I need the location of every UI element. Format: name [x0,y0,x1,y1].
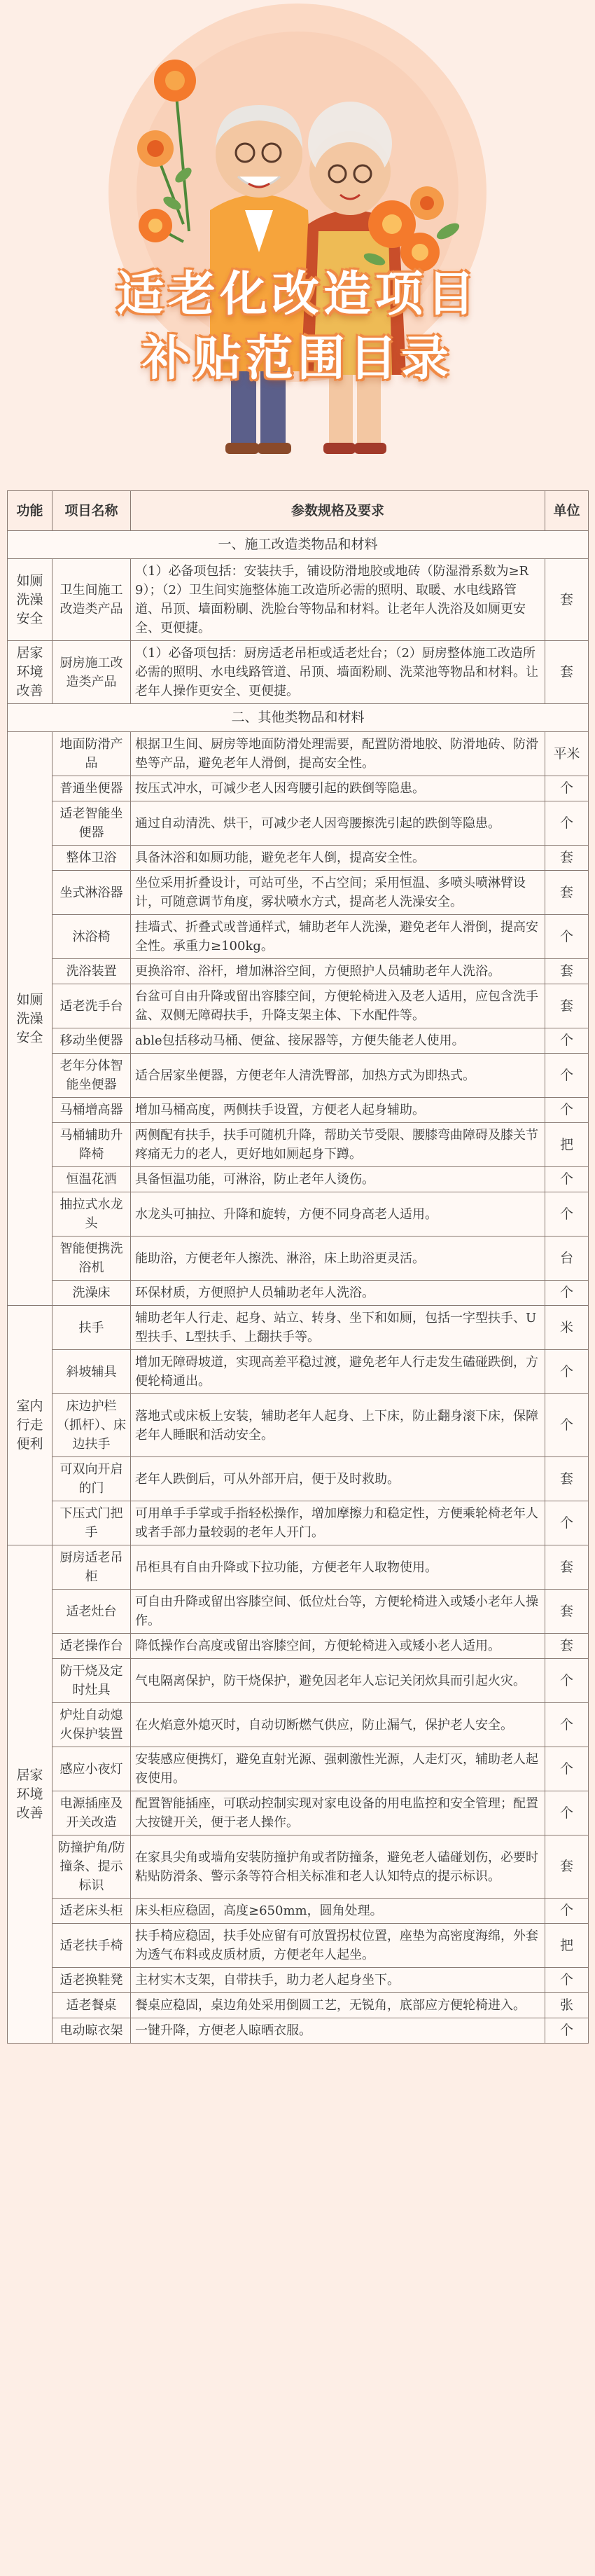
unit-cell: 个 [545,1501,589,1545]
unit-cell: 个 [545,915,589,959]
unit-cell: 个 [545,1028,589,1054]
item-name-cell: 厨房适老吊柜 [52,1545,131,1590]
section-row [8,704,589,732]
unit-cell: 个 [545,1167,589,1192]
table-row [8,1835,589,1899]
table-row [8,1747,589,1791]
spec-cell: （1）必备项包括：厨房适老吊柜或适老灶台；（2）厨房整体施工改造所必需的照明、水电线路管道、吊顶、墙面粉刷、洗菜池等物品和材料。让老年人操作更安全、更便捷。 [131,641,545,704]
item-name-cell: 电动晾衣架 [52,2018,131,2044]
table-row [8,732,589,776]
table-row [8,1123,589,1167]
spec-cell: 主材实木支架，自带扶手，助力老人起身坐下。 [131,1968,545,1993]
item-name-cell: 防撞护角/防撞条、提示标识 [52,1835,131,1899]
item-name-cell: 马桶辅助升降椅 [52,1123,131,1167]
spec-cell: able包括移动马桶、便盆、接尿器等，方便失能老人使用。 [131,1028,545,1054]
item-name-cell: 适老餐桌 [52,1993,131,2018]
table-row [8,1457,589,1501]
spec-cell: 扶手椅应稳固，扶手处应留有可放置拐杖位置，座垫为高密度海绵，外套为透气布料或皮质材质，方便老年人起坐。 [131,1924,545,1968]
table-row [8,1634,589,1659]
table-row [8,984,589,1028]
unit-cell: 把 [545,1123,589,1167]
function-cell: 室内行走便利 [8,1306,52,1545]
table-row [8,915,589,959]
unit-cell: 套 [545,846,589,871]
spec-cell: 台盆可自由升降或留出容膝空间，方便轮椅进入及老人适用，应包含洗手盆、双侧无障碍扶手，升降支架主体、下水配件等。 [131,984,545,1028]
table-row [8,1899,589,1924]
table-row [8,1501,589,1545]
spec-cell: 水龙头可抽拉、升降和旋转，方便不同身高老人适用。 [131,1192,545,1237]
spec-cell: 一键升降，方便老人晾晒衣服。 [131,2018,545,2044]
item-name-cell: 地面防滑产品 [52,732,131,776]
spec-cell: 在火焰意外熄灭时，自动切断燃气供应，防止漏气，保护老人安全。 [131,1703,545,1747]
unit-cell: 个 [545,1747,589,1791]
item-name-cell: 恒温花洒 [52,1167,131,1192]
table-row [8,1394,589,1457]
header-spec: 参数规格及要求 [131,491,545,531]
unit-cell: 套 [545,959,589,984]
item-name-cell: 适老洗手台 [52,984,131,1028]
item-name-cell: 下压式门把手 [52,1501,131,1545]
spec-cell: 吊柜具有自由升降或下拉功能，方便老年人取物使用。 [131,1545,545,1590]
spec-cell: 老年人跌倒后，可从外部开启，便于及时救助。 [131,1457,545,1501]
table-row [8,1167,589,1192]
unit-cell: 台 [545,1237,589,1281]
item-name-cell: 厨房施工改造类产品 [52,641,131,704]
item-name-cell: 适老操作台 [52,1634,131,1659]
spec-cell: 配置智能插座，可联动控制实现对家电设备的用电监控和安全管理；配置大按键开关，便于老人操作。 [131,1791,545,1835]
table-row [8,846,589,871]
spec-cell: 气电隔离保护，防干烧保护，避免因老年人忘记关闭炊具而引起火灾。 [131,1659,545,1703]
subsidy-catalog-table-wrap [7,490,588,2044]
subsidy-catalog-table [7,490,589,2044]
item-name-cell: 卫生间施工改造类产品 [52,559,131,641]
unit-cell: 个 [545,1968,589,1993]
item-name-cell: 整体卫浴 [52,846,131,871]
item-name-cell: 移动坐便器 [52,1028,131,1054]
item-name-cell: 坐式淋浴器 [52,871,131,915]
unit-cell: 套 [545,641,589,704]
unit-cell: 个 [545,1098,589,1123]
spec-cell: 餐桌应稳固，桌边角处采用倒圆工艺，无锐角，底部应方便轮椅进入。 [131,1993,545,2018]
unit-cell: 张 [545,1993,589,2018]
poster-title [0,263,595,392]
spec-cell: 按压式冲水，可减少老人因弯腰引起的跌倒等隐患。 [131,776,545,801]
spec-cell: 安装感应便携灯，避免直射光源、强刺激性光源，人走灯灭，辅助老人起夜使用。 [131,1747,545,1791]
spec-cell: 降低操作台高度或留出容膝空间，方便轮椅进入或矮小老人适用。 [131,1634,545,1659]
unit-cell: 个 [545,1394,589,1457]
unit-cell: 套 [545,871,589,915]
spec-cell: 两侧配有扶手，扶手可随机升降，帮助关节受限、腰膝弯曲障碍及膝关节疼痛无力的老人，更好地如厕起身下蹲。 [131,1123,545,1167]
unit-cell: 个 [545,1659,589,1703]
item-name-cell: 洗浴装置 [52,959,131,984]
unit-cell: 套 [545,984,589,1028]
function-cell: 如厕洗澡安全 [8,559,52,641]
spec-cell: 在家具尖角或墙角安装防撞护角或者防撞条，避免老人磕碰划伤，必要时粘贴防滑条、警示条等符合相关标准和老人认知特点的提示标识。 [131,1835,545,1899]
unit-cell: 个 [545,801,589,846]
unit-cell: 个 [545,1054,589,1098]
item-name-cell: 普通坐便器 [52,776,131,801]
section-row [8,531,589,559]
table-row [8,1993,589,2018]
table-row [8,1791,589,1835]
table-row [8,871,589,915]
table-row [8,1703,589,1747]
spec-cell: 能助浴，方便老年人擦洗、淋浴，床上助浴更灵活。 [131,1237,545,1281]
table-row [8,1237,589,1281]
unit-cell: 套 [545,1634,589,1659]
unit-cell: 个 [545,2018,589,2044]
item-name-cell: 感应小夜灯 [52,1747,131,1791]
table-row [8,1545,589,1590]
item-name-cell: 马桶增高器 [52,1098,131,1123]
section-title: 二、其他类物品和材料 [8,704,589,732]
table-row [8,1306,589,1350]
table-row [8,641,589,704]
item-name-cell: 智能便携洗浴机 [52,1237,131,1281]
item-name-cell: 老年分体智能坐便器 [52,1054,131,1098]
spec-cell: 适合居家坐便器，方便老年人清洗臀部，加热方式为即热式。 [131,1054,545,1098]
unit-cell: 套 [545,559,589,641]
elderly-couple-illustration [0,0,595,490]
item-name-cell: 可双向开启的门 [52,1457,131,1501]
table-row [8,776,589,801]
unit-cell: 个 [545,1791,589,1835]
table-row [8,1350,589,1394]
unit-cell: 套 [545,1590,589,1634]
unit-cell: 个 [545,776,589,801]
function-cell: 居家环境改善 [8,1545,52,2044]
item-name-cell: 床边护栏（抓杆）、床边扶手 [52,1394,131,1457]
header-function: 功能 [8,491,52,531]
item-name-cell: 适老智能坐便器 [52,801,131,846]
item-name-cell: 抽拉式水龙头 [52,1192,131,1237]
function-cell: 如厕洗澡安全 [8,732,52,1306]
function-cell: 居家环境改善 [8,641,52,704]
item-name-cell: 防干烧及定时灶具 [52,1659,131,1703]
table-row [8,1659,589,1703]
unit-cell: 平米 [545,732,589,776]
table-row [8,959,589,984]
table-row [8,1098,589,1123]
item-name-cell: 炉灶自动熄火保护装置 [52,1703,131,1747]
spec-cell: （1）必备项包括：安装扶手，铺设防滑地胶或地砖（防湿滑系数为≥R9）；（2）卫生间实施整体施工改造所必需的照明、取暖、水电线路管道、吊顶、墙面粉刷、洗脸台等物品和材料。让老年人洗浴及如厕更安全、更便捷。 [131,559,545,641]
item-name-cell: 适老扶手椅 [52,1924,131,1968]
section-title: 一、施工改造类物品和材料 [8,531,589,559]
item-name-cell: 洗澡床 [52,1281,131,1306]
spec-cell: 可自由升降或留出容膝空间、低位灶台等，方便轮椅进入或矮小老年人操作。 [131,1590,545,1634]
unit-cell: 套 [545,1457,589,1501]
spec-cell: 具备沐浴和如厕功能，避免老年人倒，提高安全性。 [131,846,545,871]
table-row [8,1924,589,1968]
spec-cell: 落地式或床板上安装，辅助老年人起身、上下床，防止翻身滚下床，保障老年人睡眠和活动安全。 [131,1394,545,1457]
table-row [8,2018,589,2044]
poster-header [0,0,595,490]
spec-cell: 坐位采用折叠设计，可站可坐，不占空间；采用恒温、多喷头喷淋臂设计，可随意调节角度，雾状喷水方式，提高老人洗澡安全。 [131,871,545,915]
unit-cell: 米 [545,1306,589,1350]
spec-cell: 床头柜应稳固，高度≥650mm，圆角处理。 [131,1899,545,1924]
unit-cell: 个 [545,1192,589,1237]
header-item-name: 项目名称 [52,491,131,531]
table-row [8,1192,589,1237]
spec-cell: 环保材质，方便照护人员辅助老年人洗浴。 [131,1281,545,1306]
item-name-cell: 适老灶台 [52,1590,131,1634]
spec-cell: 挂墙式、折叠式或普通样式，辅助老年人洗澡，避免老年人滑倒，提高安全性。承重力≥100kg。 [131,915,545,959]
table-row [8,1281,589,1306]
spec-cell: 辅助老年人行走、起身、站立、转身、坐下和如厕，包括一字型扶手、U型扶手、L型扶手、上翻扶手等。 [131,1306,545,1350]
item-name-cell: 适老换鞋凳 [52,1968,131,1993]
table-row [8,559,589,641]
spec-cell: 具备恒温功能，可淋浴，防止老年人烫伤。 [131,1167,545,1192]
spec-cell: 增加无障碍坡道，实现高差平稳过渡，避免老年人行走发生磕碰跌倒，方便轮椅通出。 [131,1350,545,1394]
title-line-1: 适老化改造项目 [115,267,479,322]
item-name-cell: 扶手 [52,1306,131,1350]
header-unit: 单位 [545,491,589,531]
unit-cell: 个 [545,1703,589,1747]
item-name-cell: 斜坡辅具 [52,1350,131,1394]
table-row [8,801,589,846]
item-name-cell: 适老床头柜 [52,1899,131,1924]
table-row [8,1968,589,1993]
unit-cell: 把 [545,1924,589,1968]
unit-cell: 套 [545,1545,589,1590]
table-row [8,1028,589,1054]
unit-cell: 个 [545,1350,589,1394]
item-name-cell: 电源插座及开关改造 [52,1791,131,1835]
item-name-cell: 沐浴椅 [52,915,131,959]
spec-cell: 通过自动清洗、烘干，可减少老人因弯腰擦洗引起的跌倒等隐患。 [131,801,545,846]
spec-cell: 可用单手手掌或手指轻松操作，增加摩擦力和稳定性，方便乘轮椅老年人或者手部力量较弱的老年人开门。 [131,1501,545,1545]
spec-cell: 根据卫生间、厨房等地面防滑处理需要，配置防滑地胶、防滑地砖、防滑垫等产品，避免老年人滑倒，提高安全性。 [131,732,545,776]
unit-cell: 个 [545,1899,589,1924]
table-row [8,1590,589,1634]
unit-cell: 套 [545,1835,589,1899]
spec-cell: 增加马桶高度，两侧扶手设置，方便老人起身辅助。 [131,1098,545,1123]
table-body [8,531,589,2044]
table-header-row [8,491,589,531]
title-line-2: 补贴范围目录 [141,331,453,387]
spec-cell: 更换浴帘、浴杆，增加淋浴空间，方便照护人员辅助老年人洗浴。 [131,959,545,984]
table-row [8,1054,589,1098]
unit-cell: 个 [545,1281,589,1306]
